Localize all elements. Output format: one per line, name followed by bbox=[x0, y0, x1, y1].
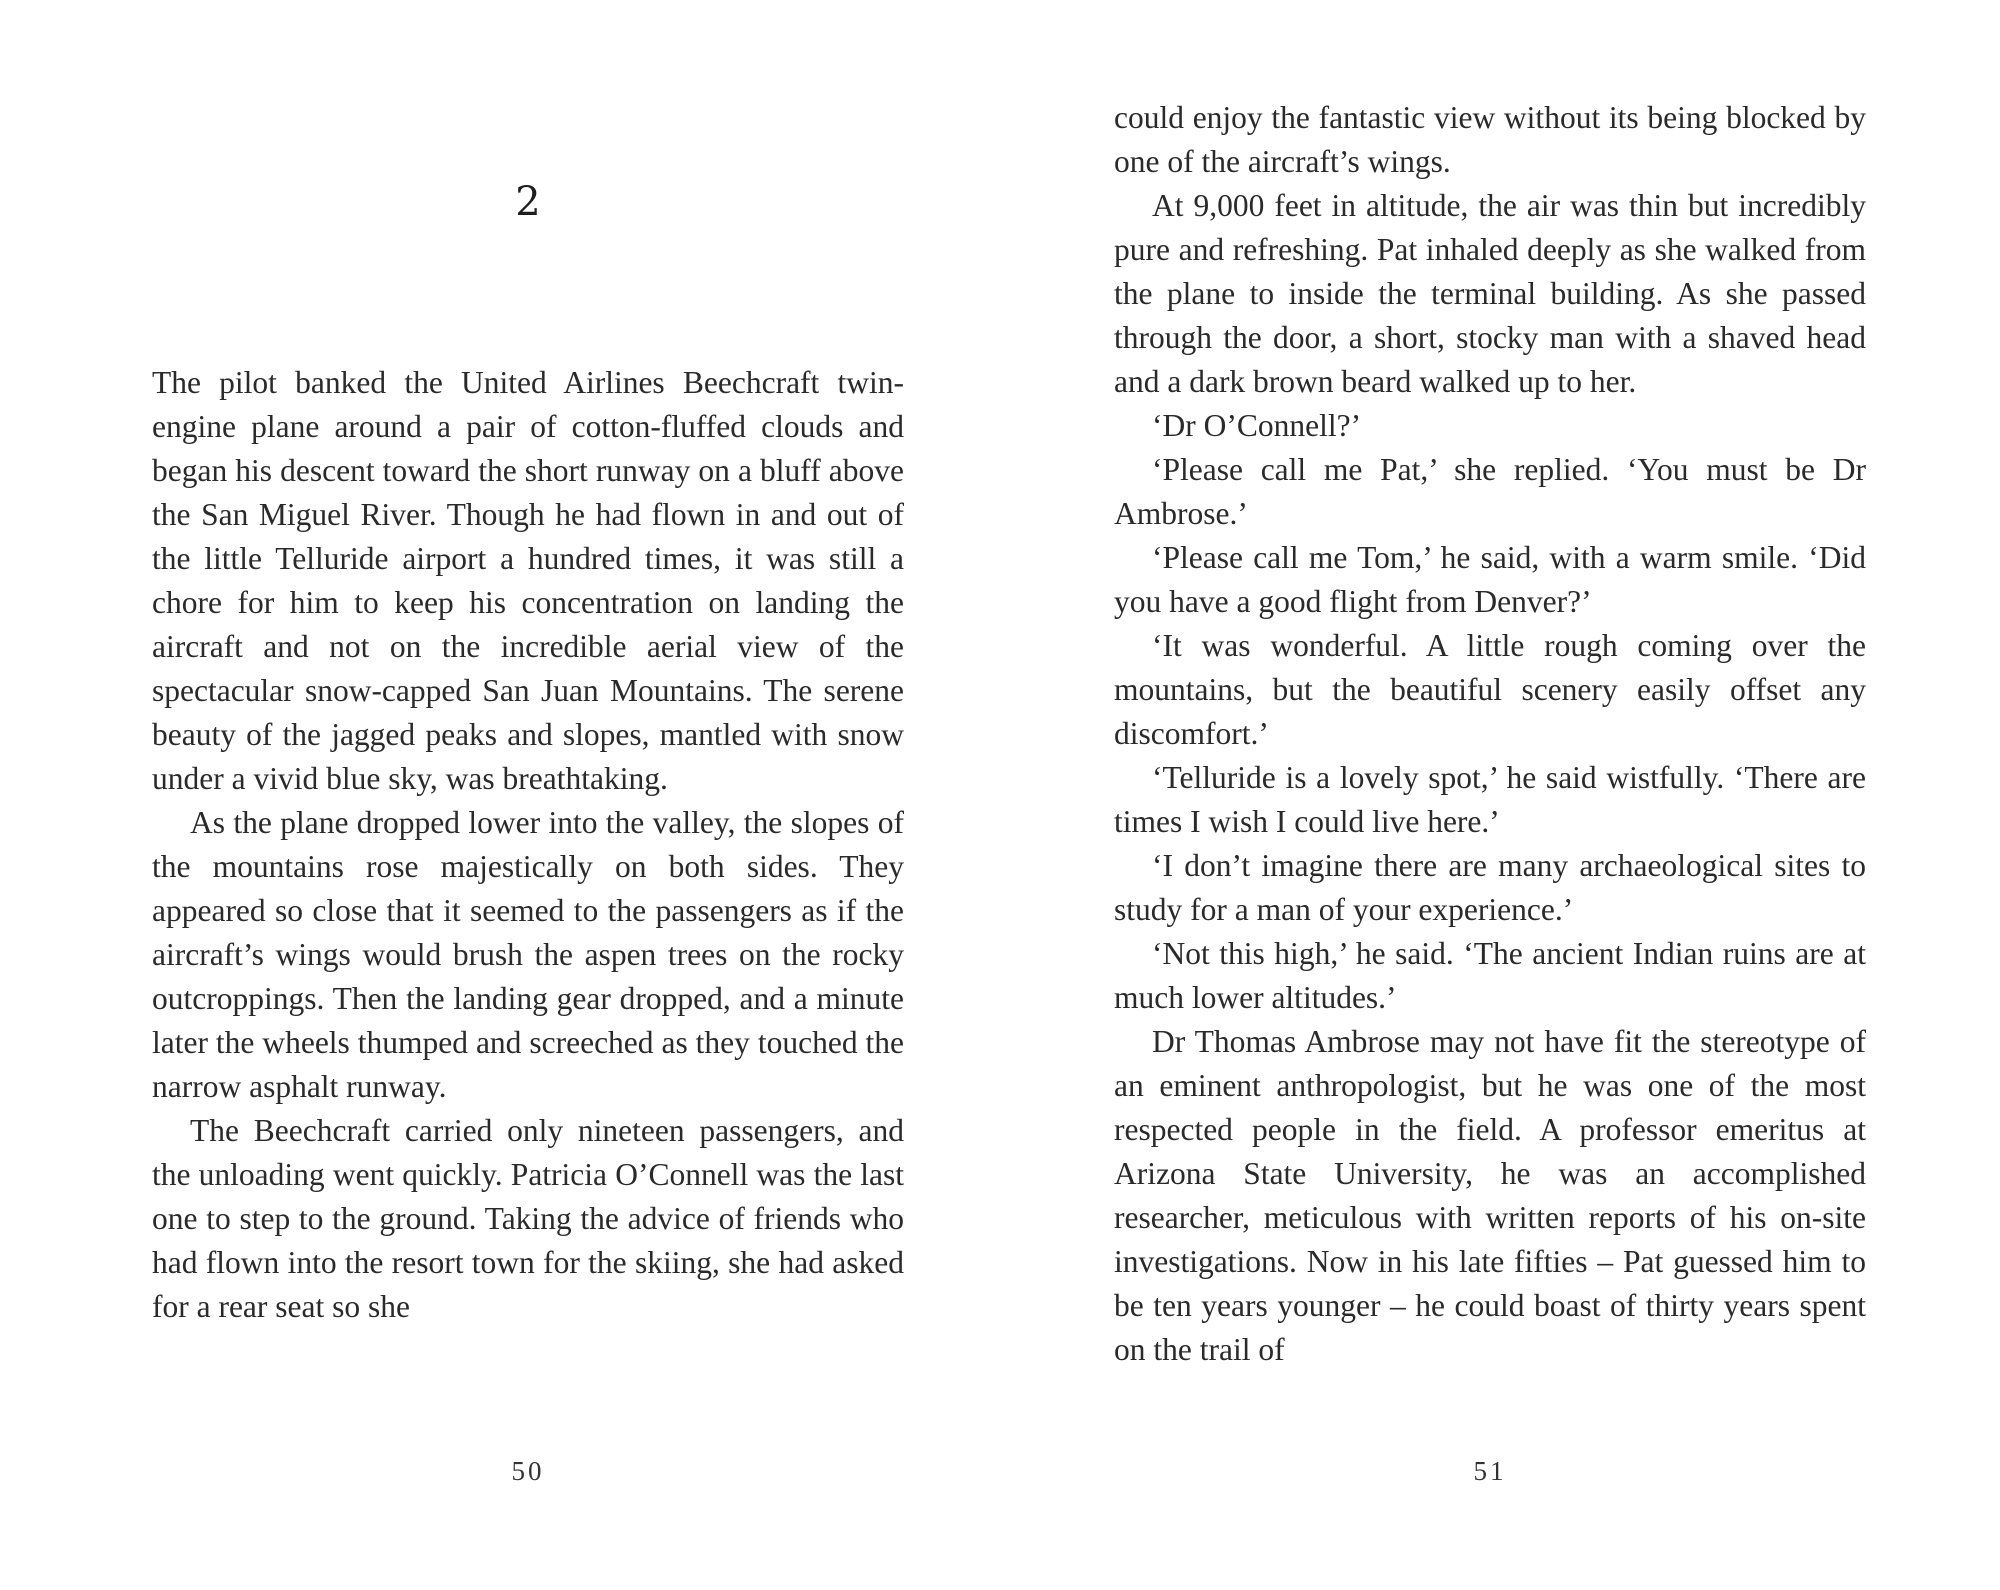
paragraph: At 9,000 feet in altitude, the air was thin but incredibly pure and refreshing. Pat inhaled deeply as she walked from the plane to inside the terminal building. As she passed through the door, a short, stocky man with a shaved head and a dark brown beard walked up to her. bbox=[1114, 188, 1866, 399]
paragraph: ‘I don’t imagine there are many archaeological sites to study for a man of your experience.’ bbox=[1114, 848, 1866, 927]
paragraph: Dr Thomas Ambrose may not have fit the stereotype of an eminent anthropologist, but he was one of the most respected people in the field. A professor emeritus at Arizona State University, he was an accomplished researcher, meticulous with written reports of his on-site investigations. Now in his late fifties – Pat guessed him to be ten years younger – he could boast of thirty years spent on the trail of bbox=[1114, 1024, 1866, 1367]
paragraph: As the plane dropped lower into the valley, the slopes of the mountains rose majestically on both sides. They appeared so close that it seemed to the passengers as if the aircraft’s wings would brush the aspen trees on the rocky outcroppings. Then the landing gear dropped, and a minute later the wheels thumped and screeched as they touched the narrow asphalt runway. bbox=[152, 805, 904, 1104]
right-page-body bbox=[1114, 96, 1866, 1372]
left-page-body bbox=[152, 361, 904, 1329]
paragraph: ‘Not this high,’ he said. ‘The ancient Indian ruins are at much lower altitudes.’ bbox=[1114, 936, 1866, 1015]
right-page bbox=[1114, 0, 1866, 1590]
paragraph: ‘It was wonderful. A little rough coming over the mountains, but the beautiful scenery easily offset any discomfort.’ bbox=[1114, 628, 1866, 751]
chapter-number: 2 bbox=[515, 179, 541, 225]
page-number: 50 bbox=[511, 1456, 545, 1486]
paragraph: could enjoy the fantastic view without its being blocked by one of the aircraft’s wings. bbox=[1114, 100, 1866, 179]
page-number: 51 bbox=[1473, 1456, 1507, 1486]
paragraph: ‘Telluride is a lovely spot,’ he said wistfully. ‘There are times I wish I could live here.’ bbox=[1114, 760, 1866, 839]
paragraph: The Beechcraft carried only nineteen passengers, and the unloading went quickly. Patricia O’Connell was the last one to step to the ground. Taking the advice of friends who had flown into the resort town for the skiing, she had asked for a rear seat so she bbox=[152, 1113, 904, 1324]
paragraph: ‘Please call me Pat,’ she replied. ‘You must be Dr Ambrose.’ bbox=[1114, 452, 1866, 531]
left-page bbox=[152, 0, 904, 1590]
paragraph: ‘Please call me Tom,’ he said, with a warm smile. ‘Did you have a good flight from Denver?’ bbox=[1114, 540, 1866, 619]
paragraph: The pilot banked the United Airlines Beechcraft twin-engine plane around a pair of cotton-fluffed clouds and began his descent toward the short runway on a bluff above the San Miguel River. Though he had flown in and out of the little Telluride airport a hundred times, it was still a chore for him to keep his concentration on landing the aircraft and not on the incredible aerial view of the spectacular snow-capped San Juan Mountains. The serene beauty of the jagged peaks and slopes, mantled with snow under a vivid blue sky, was breathtaking. bbox=[152, 365, 904, 796]
paragraph: ‘Dr O’Connell?’ bbox=[1152, 408, 1362, 443]
